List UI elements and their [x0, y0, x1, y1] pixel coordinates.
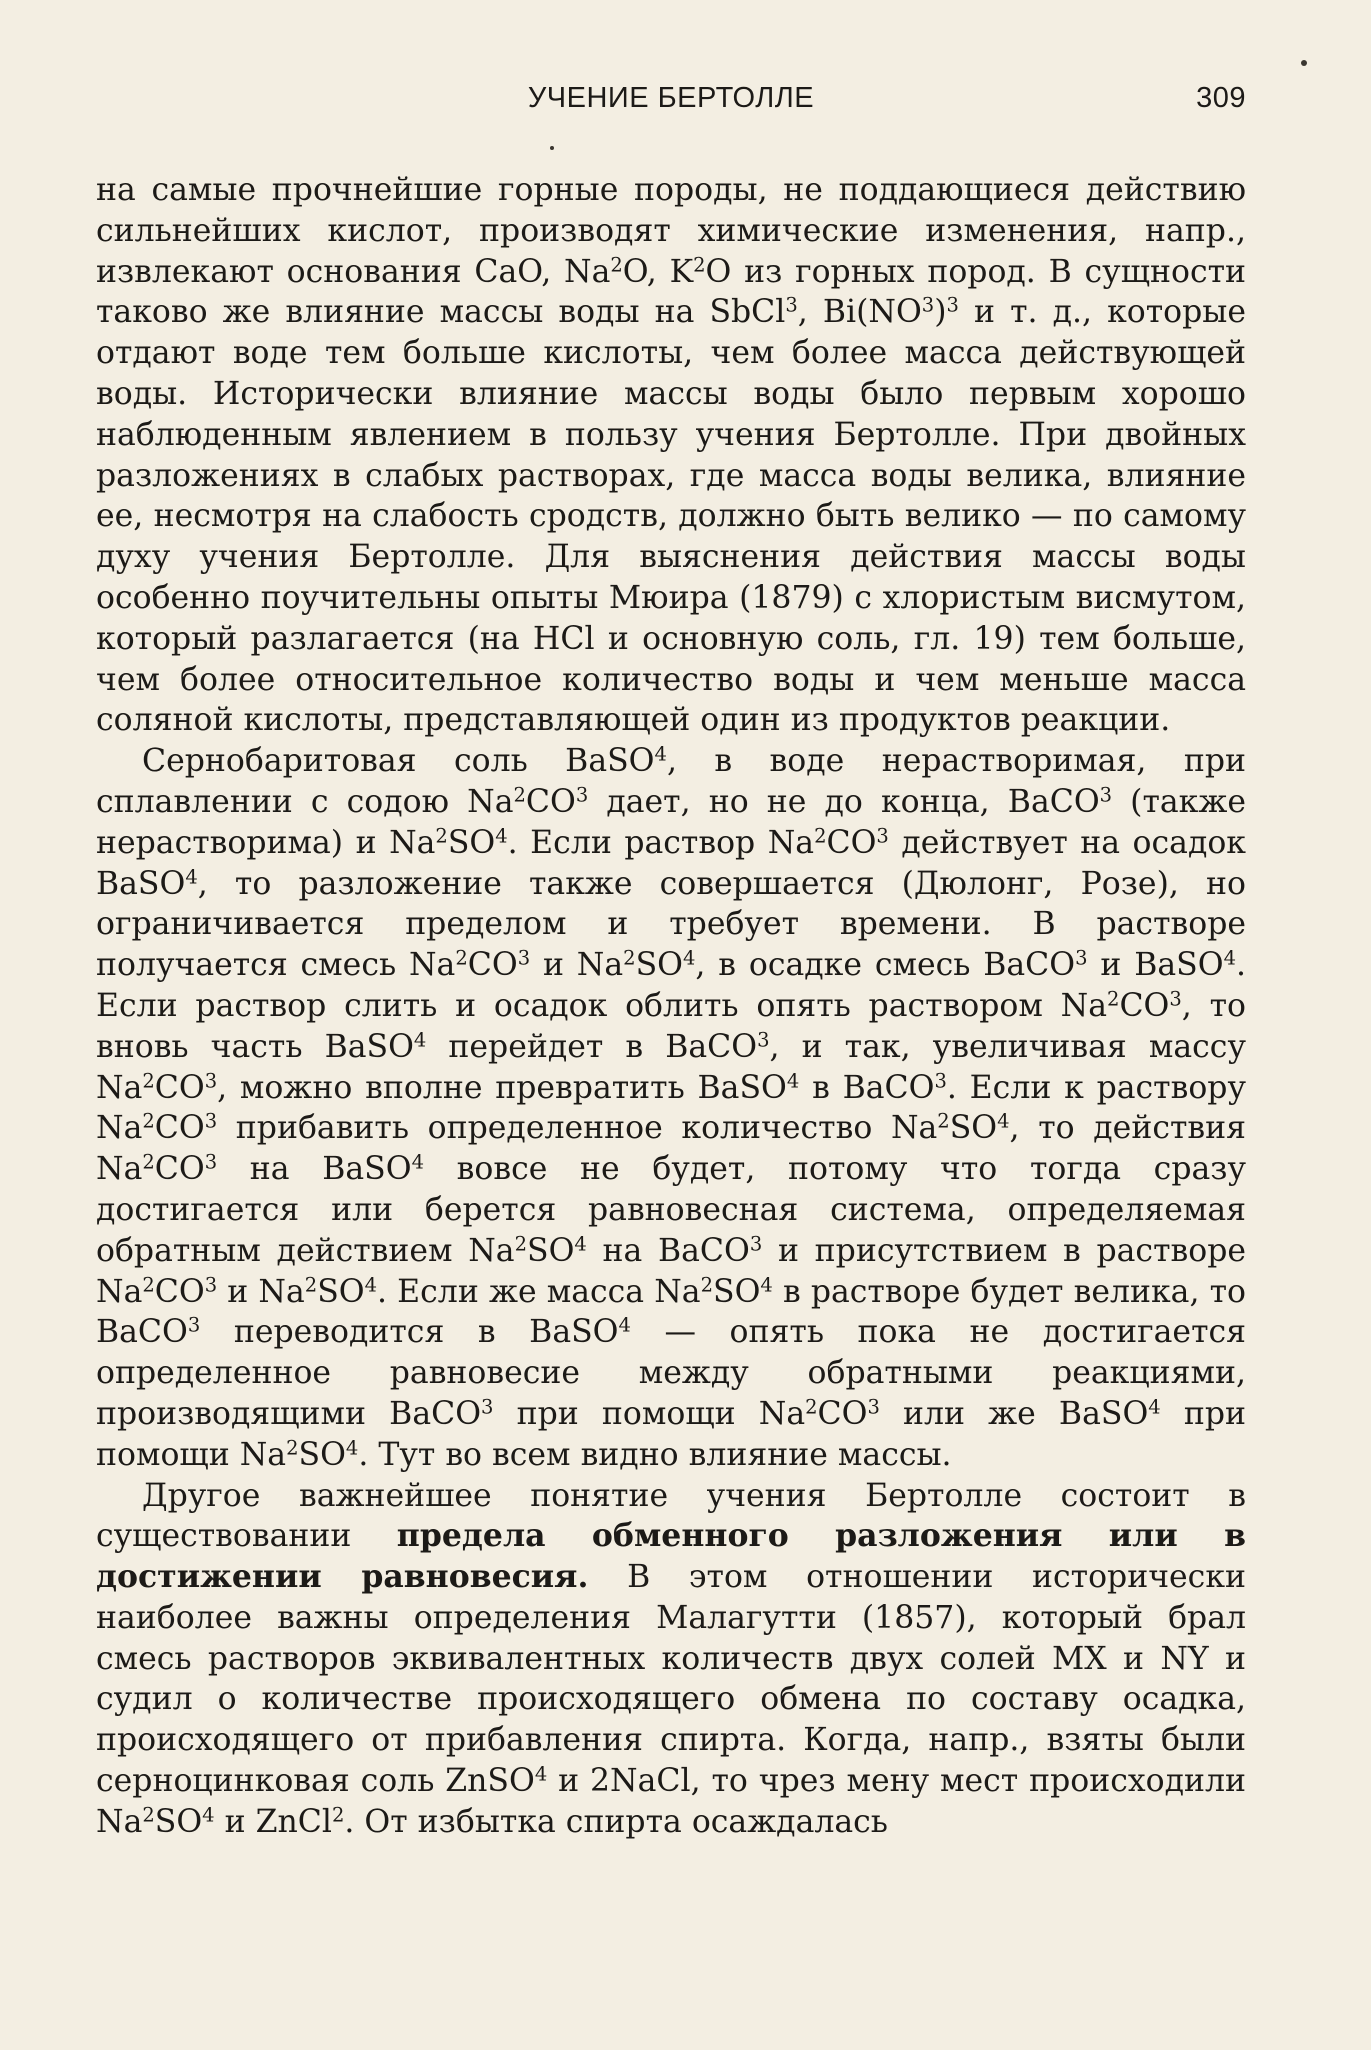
- superscript: 2: [331, 1803, 345, 1827]
- text-run: перейдет в BaCO: [426, 1028, 758, 1065]
- page-title: УЧЕНИЕ БЕРТОЛЛЕ: [527, 82, 815, 114]
- superscript: 2: [700, 1272, 713, 1296]
- superscript: 3: [934, 1068, 947, 1092]
- text-run: . Если же масса Na: [377, 1273, 701, 1310]
- superscript: 4: [574, 1231, 587, 1255]
- superscript: 3: [517, 946, 531, 970]
- text-run: , в осадке смесь BaCO: [695, 947, 1076, 984]
- text-run: и Na: [530, 947, 624, 984]
- page-number: 309: [1196, 82, 1246, 114]
- text-run: SO: [298, 1436, 346, 1473]
- speck-dot: [1301, 60, 1307, 66]
- superscript: 2: [693, 252, 706, 276]
- text-run: . От избытка спирта осаждалась: [344, 1803, 888, 1840]
- text-run: , Bi(NO: [797, 294, 922, 331]
- text-run: при помощи Na: [493, 1395, 806, 1432]
- text-run: SO: [635, 947, 683, 984]
- superscript: 2: [455, 946, 468, 970]
- text-run: , то действия Na: [96, 1110, 1246, 1188]
- superscript: 4: [411, 1150, 424, 1174]
- text-run: SO: [447, 824, 496, 861]
- text-run: или же BaSO: [879, 1395, 1149, 1432]
- superscript: 3: [1169, 987, 1182, 1011]
- superscript: 3: [867, 1395, 880, 1419]
- text-run: на самые прочнейшие горные породы, не поддающиеся действию сильнейших кислот, производят химические изменения, напр., извлекают основания CaO, Na: [96, 172, 1246, 290]
- text-run: действует на осадок BaSO: [96, 824, 1246, 902]
- superscript: 3: [921, 293, 935, 317]
- superscript: 2: [304, 1272, 318, 1296]
- superscript: 2: [937, 1109, 950, 1133]
- superscript: 3: [187, 1313, 201, 1337]
- text-run: и BaSO: [1087, 947, 1224, 984]
- superscript: 2: [142, 1109, 155, 1133]
- text-run: SO: [712, 1273, 761, 1310]
- superscript: 3: [204, 1272, 218, 1296]
- book-page: [96, 76, 1247, 1840]
- superscript: 2: [814, 824, 827, 848]
- superscript: 4: [786, 1068, 800, 1092]
- superscript: 3: [1099, 783, 1113, 807]
- paragraph: [96, 170, 1246, 741]
- superscript: 4: [682, 946, 696, 970]
- paragraph: [96, 1476, 1246, 1843]
- superscript: 4: [997, 1109, 1010, 1133]
- running-header: [96, 76, 1246, 132]
- superscript: 2: [286, 1435, 299, 1459]
- superscript: 3: [204, 1109, 218, 1133]
- text-run: вовсе не будет, потому что тогда сразу достигается или берется равновесная система, определяемая обратным действием Na: [96, 1151, 1246, 1269]
- text-run: в BaCO: [799, 1069, 935, 1106]
- text-run: прибавить определенное количество Na: [217, 1110, 938, 1147]
- text-run: . Если к раствору Na: [96, 1069, 1246, 1147]
- superscript: 3: [876, 824, 889, 848]
- text-run: , можно вполне превратить BaSO: [217, 1069, 787, 1106]
- superscript: 2: [1107, 987, 1120, 1011]
- text-run: CO: [817, 1395, 868, 1432]
- superscript: 4: [345, 1435, 359, 1459]
- text-run: в растворе будет велика, то BaCO: [96, 1273, 1247, 1351]
- text-run: CO: [1119, 987, 1170, 1024]
- text-run: CO: [154, 1151, 205, 1188]
- text-run: и присутствием в растворе Na: [96, 1232, 1247, 1310]
- superscript: 4: [654, 742, 667, 766]
- text-run: SO: [527, 1232, 575, 1269]
- text-run: , то разложение также совершается (Дюлонг, Розе), но ограничивается пределом и требует времени. В растворе получается смесь Na: [96, 865, 1246, 984]
- text-run: , в воде нерастворимая, при сплавлении с содою Na: [96, 743, 1246, 820]
- text-run: SO: [317, 1273, 365, 1310]
- text-run: и Na: [217, 1273, 305, 1310]
- superscript: 4: [495, 824, 508, 848]
- text-run: ): [934, 294, 947, 331]
- superscript: 2: [142, 1150, 155, 1174]
- superscript: 4: [413, 1028, 427, 1051]
- paragraph: [96, 741, 1246, 1475]
- superscript: 3: [1075, 946, 1088, 970]
- text-run: на BaCO: [586, 1232, 750, 1269]
- superscript: 3: [946, 293, 959, 317]
- text-run: , то вновь часть BaSO: [96, 987, 1246, 1065]
- speck-dot: [550, 146, 554, 150]
- text-run: и т. д., которые отдают воде тем больше кислоты, чем более масса действующей воды. Исторически влияние массы воды было первым хорошо наблюденным явлением в пользу учения Бертолле. При двойных разложениях в слабых растворах, где масса воды велика, влияние ее, несмотря на слабость сродств, должно быть велико — по самому духу учения Бертолле. Для выяснения действия массы воды особенно поучительны опыты Мюира (1879) с хлористым висмутом, который разлагается (на HCl и основную соль, гл. 19) тем больше, чем более относительное количество воды и чем меньше масса соляной кислоты, представляющей один из продуктов реакции.: [96, 294, 1246, 739]
- superscript: 2: [805, 1395, 818, 1419]
- text-run: . Если раствор слить и осадок облить опять раствором Na: [96, 947, 1246, 1024]
- text-run: SO: [949, 1110, 998, 1147]
- text-run: CO: [826, 824, 877, 861]
- text-run: CO: [525, 783, 576, 820]
- text-run: SO: [154, 1803, 203, 1840]
- superscript: 3: [757, 1028, 770, 1051]
- superscript: 2: [623, 946, 636, 970]
- text-run: и 2NaCl, то чрез мену мест происходили Na: [96, 1763, 1246, 1840]
- superscript: 4: [185, 864, 198, 888]
- superscript: 3: [785, 293, 798, 317]
- text-run: CO: [154, 1110, 205, 1147]
- text-run: при помощи Na: [96, 1395, 1246, 1473]
- text-run: CO: [154, 1069, 205, 1106]
- superscript: 2: [435, 824, 448, 848]
- text-run: CO: [154, 1273, 205, 1310]
- superscript: 4: [760, 1272, 773, 1296]
- superscript: 4: [1148, 1395, 1161, 1419]
- text-run: дает, но не до конца, BaCO: [588, 783, 1100, 820]
- text-run: (также нерастворима) и Na: [96, 783, 1246, 861]
- text-run: Сернобаритовая соль BaSO: [142, 743, 655, 780]
- text-run: O из горных пород. В сущности таково же влияние массы воды на SbCl: [96, 253, 1247, 331]
- text-run: O, K: [622, 253, 694, 290]
- text-run: В этом отношении исторически наиболее важны определения Малагутти (1857), который брал смесь растворов эквивалентных количеств двух солей MX и NY и судил о количестве происходящего обмена по составу осадка, происходящего от прибавления спирта. Когда, напр., взяты были серноцинковая соль ZnSO: [96, 1559, 1246, 1800]
- superscript: 4: [202, 1803, 215, 1827]
- superscript: 3: [749, 1231, 763, 1255]
- superscript: 2: [513, 783, 526, 807]
- superscript: 3: [575, 783, 589, 807]
- text-run: — опять пока не достигается определенное равновесие между обратными реакциями, производящими BaCO: [96, 1314, 1247, 1432]
- bold-text: предела обменного разложения или в достижении равновесия.: [96, 1517, 1246, 1596]
- superscript: 3: [204, 1068, 218, 1092]
- text-run: . Тут во всем видно влияние массы.: [358, 1436, 952, 1473]
- text-run: переводится в BaSO: [200, 1314, 619, 1351]
- superscript: 2: [142, 1803, 155, 1827]
- superscript: 2: [142, 1272, 155, 1296]
- superscript: 4: [364, 1272, 378, 1296]
- superscript: 3: [204, 1150, 218, 1174]
- text-run: . Если раствор Na: [507, 824, 815, 861]
- body-text: [96, 170, 1246, 1843]
- superscript: 4: [534, 1762, 548, 1786]
- superscript: 3: [481, 1395, 494, 1419]
- superscript: 2: [514, 1231, 527, 1255]
- superscript: 2: [610, 252, 623, 276]
- superscript: 4: [618, 1313, 631, 1337]
- text-run: и ZnCl: [214, 1803, 332, 1840]
- superscript: 4: [1223, 946, 1236, 970]
- text-run: , и так, увеличивая массу Na: [96, 1028, 1246, 1106]
- text-run: CO: [467, 947, 518, 984]
- text-run: на BaSO: [217, 1151, 412, 1188]
- superscript: 2: [142, 1068, 155, 1092]
- text-run: Другое важнейшее понятие учения Бертолле состоит в существовании: [96, 1477, 1246, 1555]
